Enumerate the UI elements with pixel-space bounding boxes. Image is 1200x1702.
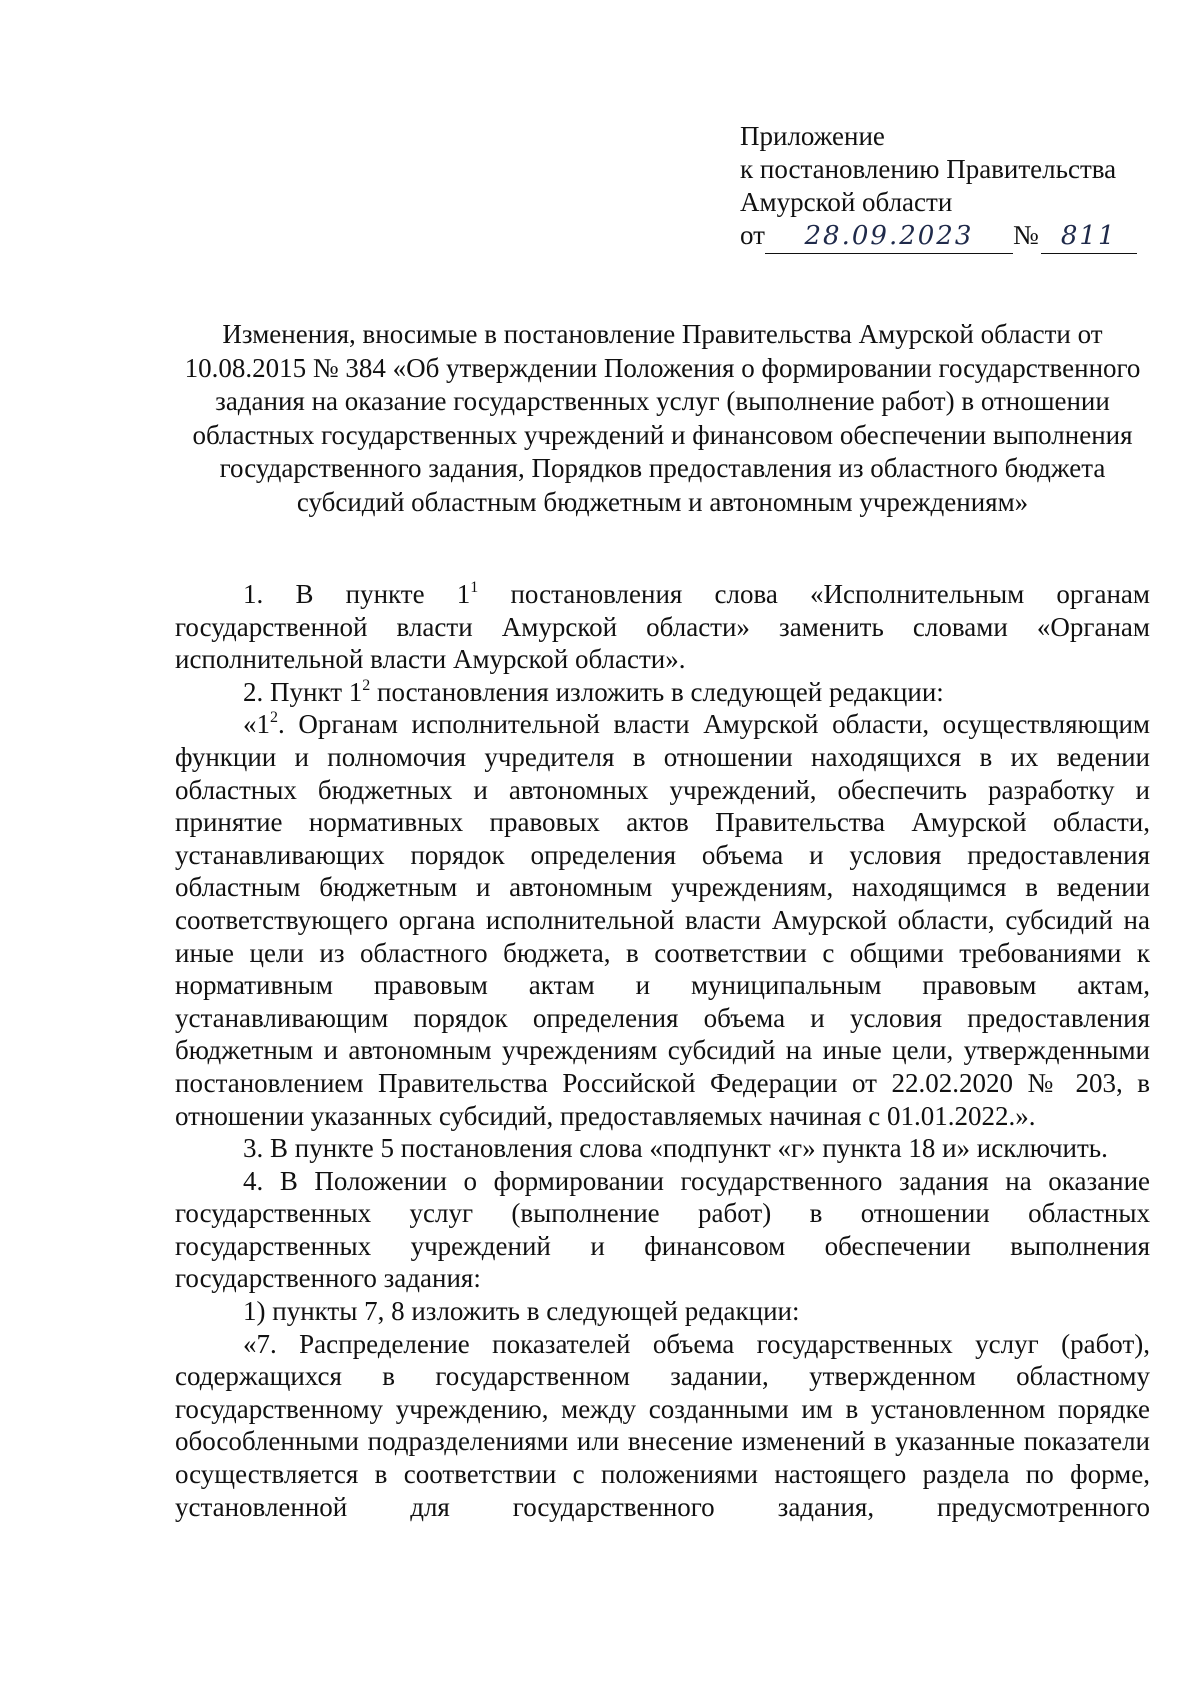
paragraph-1-superscript: 1 <box>470 579 479 596</box>
paragraph-6: 1) пункты 7, 8 изложить в следующей редакции: <box>243 1296 800 1327</box>
paragraph-2-text-b: постановления изложить в следующей редакции: <box>370 676 944 707</box>
number-label: № <box>1012 220 1039 250</box>
paragraph-2-superscript: 2 <box>362 676 371 694</box>
document-body <box>175 578 1150 1523</box>
paragraph-3-superscript: 2 <box>270 709 278 727</box>
paragraph-3-text-b: . Органам исполнительной власти Амурской области, осуществляющим функции и полномочия учредителя в отношении находящихся в их ведении областных бюджетных и автономных учреждений, обеспечить разработку и принятие нормативных правовых актов Правительства Амурской области, устанавливающих порядок определения объема и условия предоставления областным бюджетным и автономным учреждениям, находящимся в ведении соответствующего органа исполнительной власти Амурской области, субсидий на иные цели из областного бюджета, в соответствии с общими требованиями к нормативным правовым актам и муниципальным правовым актам, устанавливающим порядок определения объема и условия предоставления бюджетным и автономным учреждениям субсидий на иные цели, утвержденными постановлением Правительства Российской Федерации от 22.02.2020 № 203, в отношении указанных субсидий, предоставляемых начиная с 01.01.2022.». <box>175 709 1150 1131</box>
date-label: от <box>740 220 765 250</box>
paragraph-1 <box>175 578 1150 676</box>
paragraph-1-text-a: 1. В пункте 1 <box>243 579 471 609</box>
approval-line-appendix: Приложение <box>740 121 885 151</box>
paragraph-4: 3. В пункте 5 постановления слова «подпункт «г» пункта 18 и» исключить. <box>243 1133 1108 1164</box>
paragraph-2-text-a: 2. Пункт 1 <box>243 676 363 707</box>
approval-block <box>740 120 1160 255</box>
paragraph-3-text-a: «1 <box>243 709 270 740</box>
paragraph-5: 4. В Положении о формировании государственного задания на оказание государственных услуг (выполнение работ) в отношении областных государственных учреждений и финансовом обеспечении выполнения государственного задания: <box>175 1165 1150 1294</box>
paragraph-3 <box>175 708 1150 1132</box>
handwritten-date: 28.09.2023 <box>765 220 1013 254</box>
approval-line-region: Амурской области <box>740 187 953 217</box>
approval-line-resolution: к постановлению Правительства <box>740 154 1117 184</box>
paragraph-1-text-b: постановления слова «Исполнительным органам государственной власти Амурской области» заменить словами «Органам исполнительной власти Амурской области». <box>175 579 1150 675</box>
paragraph-7: «7. Распределение показателей объема государственных услуг (работ), содержащихся в государственном задании, утвержденном областному государственному учреждению, между созданными им в установленном порядке обособленными подразделениями или внесение изменений в указанные показатели осуществляется в соответствии с положениями настоящего раздела по форме, установленной для государственного задания, предусмотренного <box>175 1328 1150 1522</box>
document-title: Изменения, вносимые в постановление Правительства Амурской области от 10.08.2015 № 384 «Об утверждении Положения о формировании государственного задания на оказание государственных услуг (выполнение работ) в отношении областных государственных учреждений и финансовом обеспечении выполнения государственного задания, Порядков предоставления из областного бюджета субсидий областным бюджетным и автономным учреждениям» <box>184 319 1141 517</box>
handwritten-number: 811 <box>1041 220 1137 254</box>
approval-date-number-row <box>740 219 1160 255</box>
paragraph-2 <box>175 676 1150 709</box>
